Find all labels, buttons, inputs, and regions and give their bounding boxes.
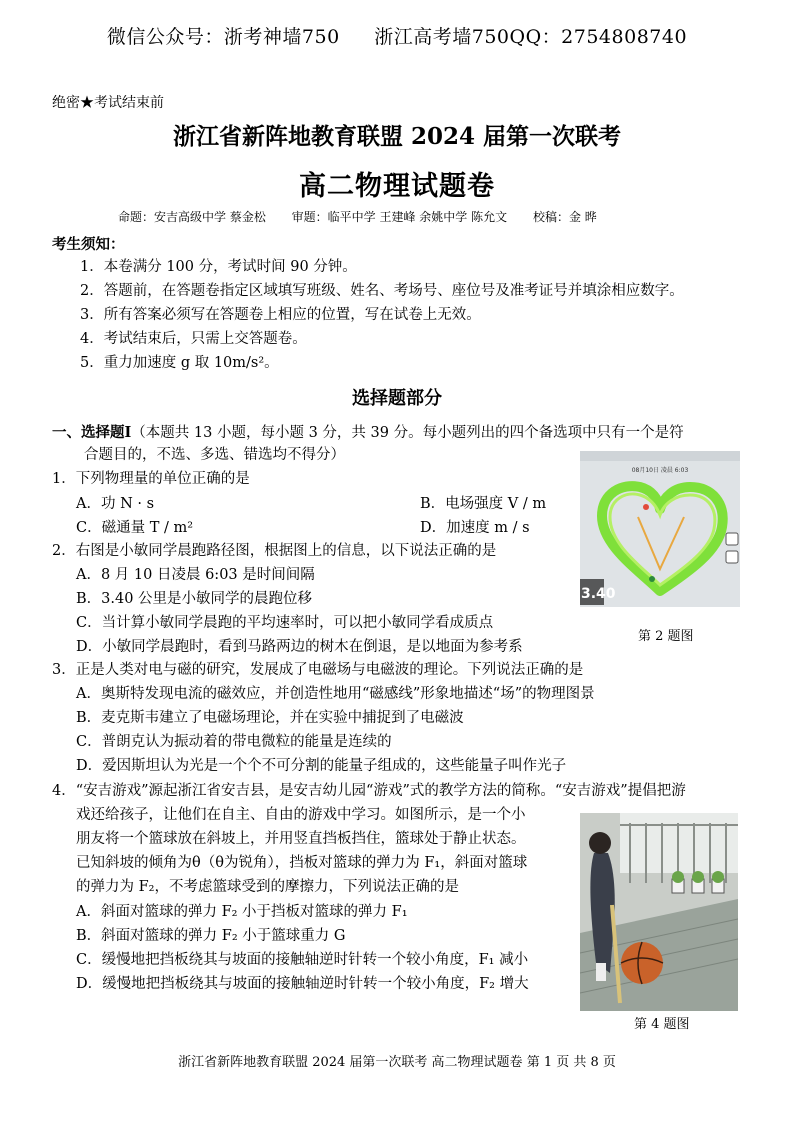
q1-stem: 1．下列物理量的单位正确的是 xyxy=(52,471,250,487)
q4-stem-line1: 4．“安吉游戏”源起浙江省安吉县，是安吉幼儿园“游戏”式的教学方法的简称。“安吉游戏”提倡把游 xyxy=(52,783,686,799)
q2-option-d: D．小敏同学晨跑时，看到马路两边的树木在倒退，是以地面为参考系 xyxy=(76,639,523,655)
fig-distance: 3.40 xyxy=(581,586,616,602)
part-label: 一、选择题Ⅰ xyxy=(52,424,132,441)
q4-figure-caption: 第 4 题图 xyxy=(634,1017,690,1032)
confidential-label: 绝密★考试结束前 xyxy=(52,95,164,111)
q3-option-b: B．麦克斯韦建立了电磁场理论，并在实验中捕捉到了电磁波 xyxy=(76,710,464,726)
q4-option-a: A．斜面对篮球的弹力 F₂ 小于挡板对篮球的弹力 F₁ xyxy=(76,904,408,920)
q3-stem: 3．正是人类对电与磁的研究，发展成了电磁场与电磁波的理论。下列说法正确的是 xyxy=(52,662,584,678)
part-intro xyxy=(52,421,684,445)
section-title: 选择题部分 xyxy=(352,388,442,409)
q2-figure-caption: 第 2 题图 xyxy=(638,629,694,644)
staff-line xyxy=(118,208,619,225)
part-desc: （本题共 13 小题，每小题 3 分，共 39 分。每小题列出的四个备选项中只有一个是符 xyxy=(131,425,684,441)
wechat-account: 微信公众号：浙考神墙750 xyxy=(106,26,340,48)
reviewer-credit: 审题：临平中学 王建峰 余姚中学 陈允文 xyxy=(291,210,508,224)
notice-item: 5．重力加速度 g 取 10m/s²。 xyxy=(80,355,279,371)
q4-option-d: D．缓慢地把挡板绕其与坡面的接触轴逆时针转一个较小角度，F₂ 增大 xyxy=(76,976,529,992)
notice-item: 3．所有答案必须写在答题卷上相应的位置，写在试卷上无效。 xyxy=(80,307,481,323)
proof-credit: 校稿：金 晔 xyxy=(532,210,597,224)
basketball-ramp-image xyxy=(580,813,738,1011)
part-desc-2: 合题目的，不选、多选、错选均不得分） xyxy=(84,447,345,463)
q2-option-b: B．3.40 公里是小敏同学的晨跑位移 xyxy=(76,591,313,607)
q4-stem-line5: 的弹力为 F₂，不考虑篮球受到的摩擦力，下列说法正确的是 xyxy=(76,879,459,895)
notice-item: 2．答题前，在答题卷指定区域填写班级、姓名、考场号、座位号及准考证号并填涂相应数字。 xyxy=(80,283,684,299)
exam-title: 浙江省新阵地教育联盟 2024 届第一次联考 xyxy=(172,123,622,150)
q4-figure xyxy=(580,813,738,1011)
qq-account: 浙江高考墙750QQ：2754808740 xyxy=(374,26,688,48)
q3-option-c: C．普朗克认为振动着的带电微粒的能量是连续的 xyxy=(76,734,392,750)
running-route-image xyxy=(580,451,740,621)
notice-item: 4．考试结束后，只需上交答题卷。 xyxy=(80,331,307,347)
q2-stem: 2．右图是小敏同学晨跑路径图，根据图上的信息，以下说法正确的是 xyxy=(52,543,497,559)
q4-option-c: C．缓慢地把挡板绕其与坡面的接触轴逆时针转一个较小角度，F₁ 减小 xyxy=(76,952,529,968)
notice-item: 1．本卷满分 100 分，考试时间 90 分钟。 xyxy=(80,259,357,275)
q3-option-d: D．爱因斯坦认为光是一个个不可分割的能量子组成的，这些能量子叫作光子 xyxy=(76,758,567,774)
paper-title: 高二物理试题卷 xyxy=(299,171,495,202)
q4-option-b: B．斜面对篮球的弹力 F₂ 小于篮球重力 G xyxy=(76,928,346,944)
fig-date: 08月10日 凌晨 6:03 xyxy=(631,467,689,474)
q1-option-c: C．磁通量 T / m² xyxy=(76,520,194,536)
q1-option-b: B．电场强度 V / m xyxy=(420,496,547,512)
q2-option-a: A．8 月 10 日凌晨 6:03 是时间间隔 xyxy=(76,567,315,583)
q4-stem-line2: 戏还给孩子，让他们在自主、自由的游戏中学习。如图所示，是一个小 xyxy=(76,807,526,823)
q1-option-a: A．功 N · s xyxy=(76,496,155,512)
q1-option-d: D．加速度 m / s xyxy=(420,520,530,536)
page-footer: 浙江省新阵地教育联盟 2024 届第一次联考 高二物理试题卷 第 1 页 共 8 页 xyxy=(178,1055,616,1070)
q2-figure xyxy=(580,451,740,621)
q2-option-c: C．当计算小敏同学晨跑的平均速率时，可以把小敏同学看成质点 xyxy=(76,615,494,631)
q4-stem-line3: 朋友将一个篮球放在斜坡上，并用竖直挡板挡住，篮球处于静止状态。 xyxy=(76,831,526,847)
notice-heading: 考生须知： xyxy=(52,236,125,253)
q3-option-a: A．奥斯特发现电流的磁效应，并创造性地用“磁感线”形象地描述“场”的物理图景 xyxy=(76,686,595,702)
header-banner xyxy=(0,22,794,49)
q4-stem-line4: 已知斜坡的倾角为θ（θ为锐角），挡板对篮球的弹力为 F₁，斜面对篮球 xyxy=(76,855,528,871)
author-credit: 命题：安吉高级中学 蔡金松 xyxy=(118,210,266,224)
